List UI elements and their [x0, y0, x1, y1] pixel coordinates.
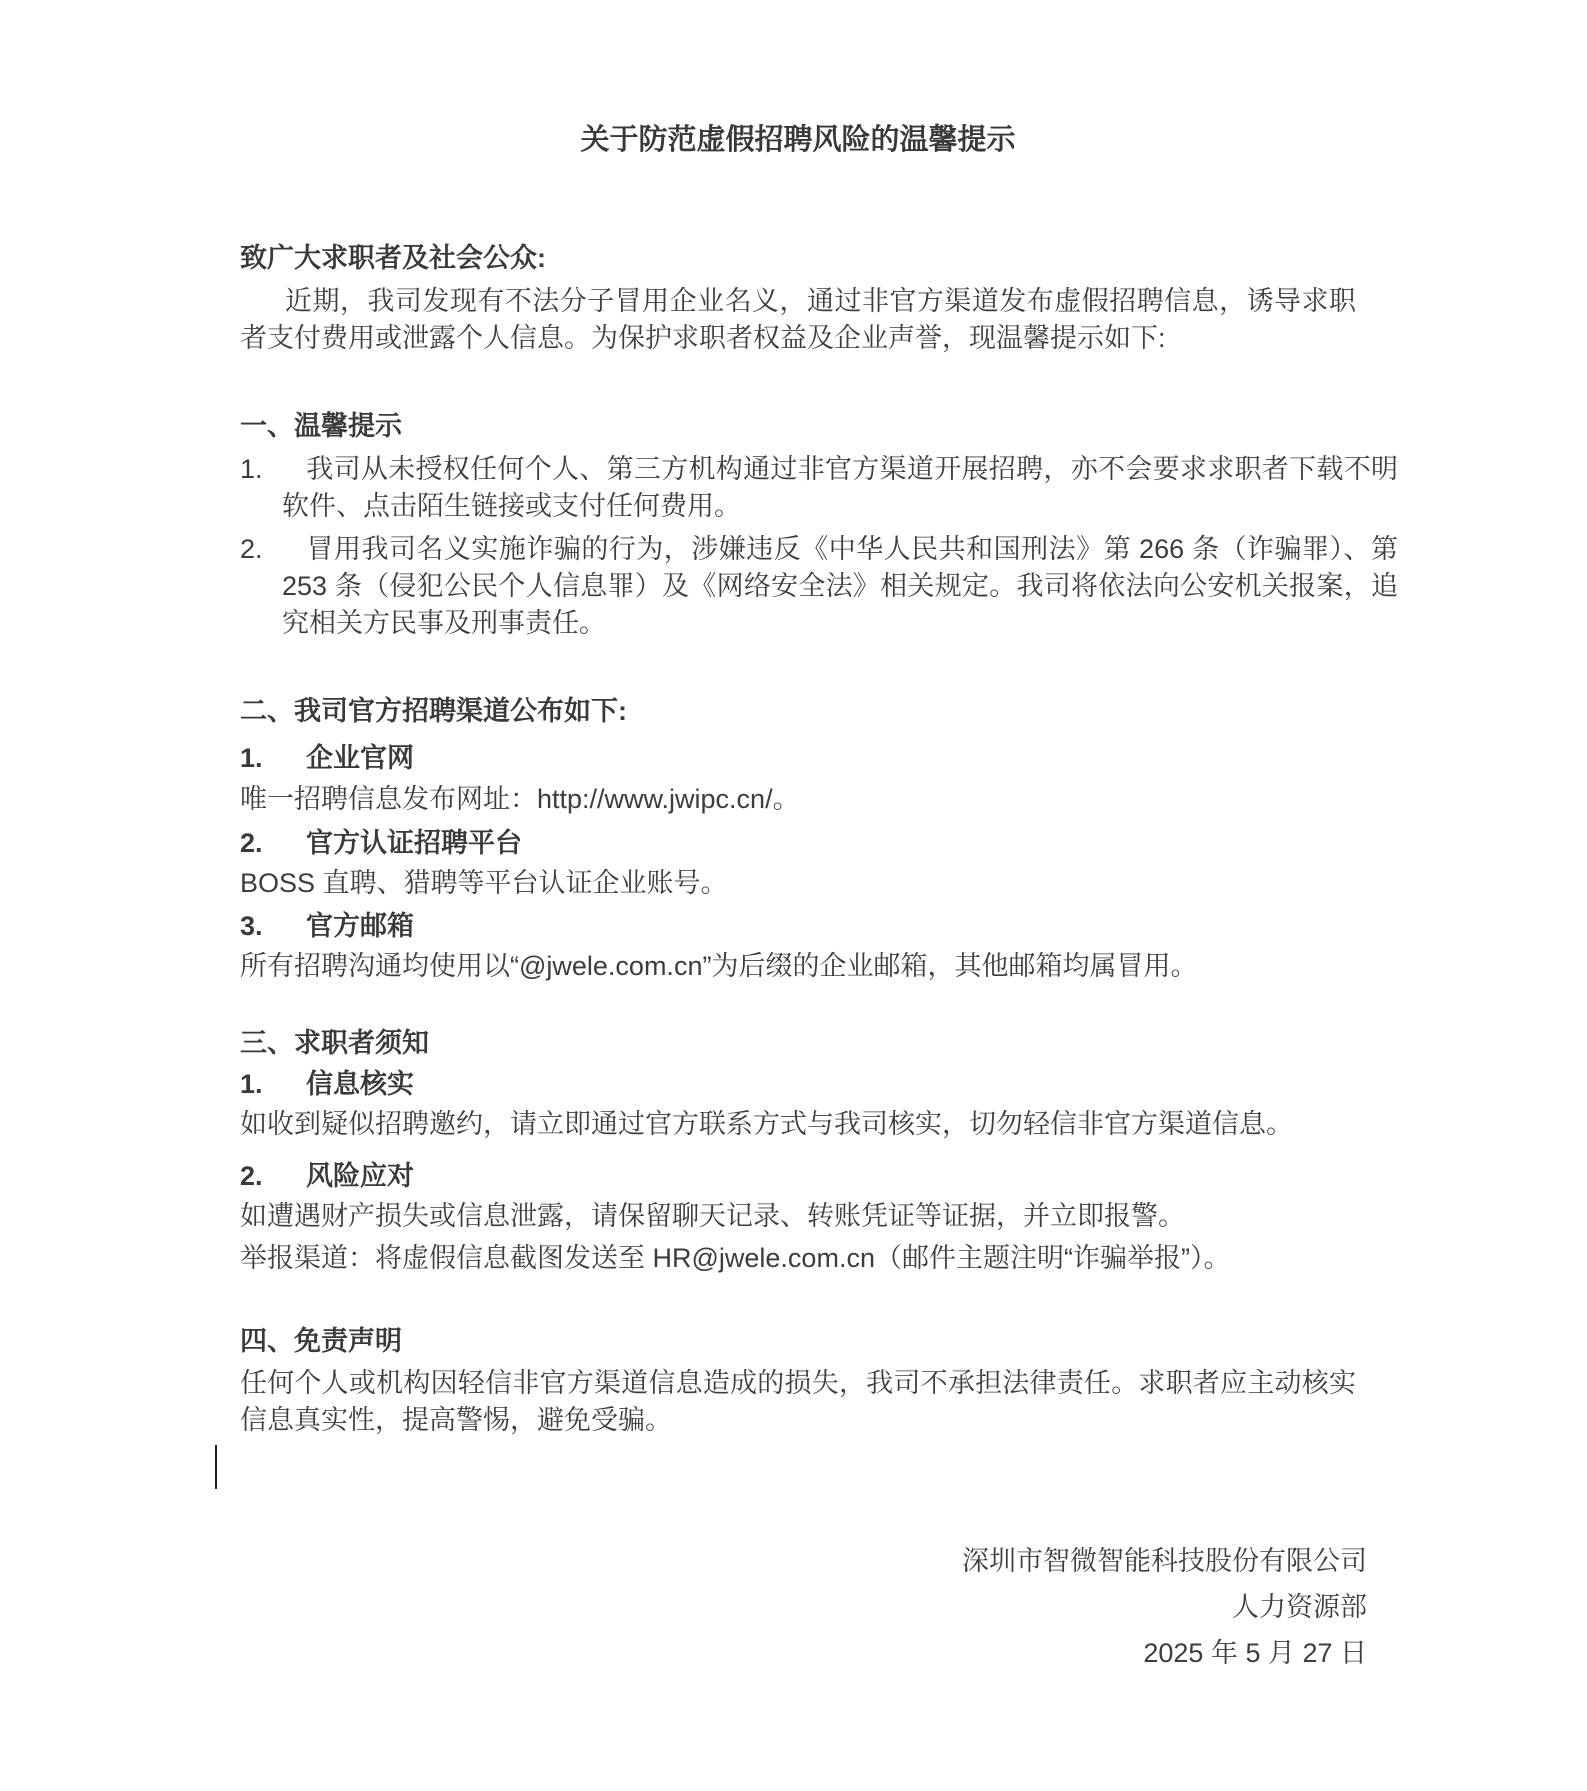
subitem-title: 企业官网	[306, 743, 414, 773]
report-channel-line: 举报渠道：将虚假信息截图发送至 HR@jwele.com.cn（邮件主题注明“诈骗举报”）。	[240, 1243, 1231, 1273]
subitem-heading	[240, 825, 1356, 862]
list-item-text: 我司从未授权任何个人、第三方机构通过非官方渠道开展招聘，亦不会要求求职者下载不明软件、点击陌生链接或支付任何费用。	[282, 454, 1398, 521]
section-2-heading: 二、我司官方招聘渠道公布如下:	[240, 696, 627, 726]
subitem-heading	[240, 908, 1356, 945]
page-title: 关于防范虚假招聘风险的温馨提示	[580, 124, 1016, 156]
subitem-body: BOSS 直聘、猎聘等平台认证企业账号。	[240, 868, 728, 898]
subitem-heading	[240, 1066, 1356, 1103]
section-3-heading: 三、求职者须知	[240, 1028, 429, 1058]
subitem-title: 信息核实	[306, 1069, 414, 1099]
subitem-body: 如遭遇财产损失或信息泄露，请保留聊天记录、转账凭证等证据，并立即报警。	[240, 1201, 1185, 1231]
subitem-number: 2.	[240, 828, 263, 858]
list-item-text: 冒用我司名义实施诈骗的行为，涉嫌违反《中华人民共和国刑法》第 266 条（诈骗罪）、第 253 条（侵犯公民个人信息罪）及《网络安全法》相关规定。我司将依法向公安机关报案，追究相关方民事及刑事责任。	[282, 534, 1398, 638]
signature-department: 人力资源部	[1232, 1592, 1367, 1622]
salutation: 致广大求职者及社会公众:	[240, 243, 546, 273]
signature-company: 深圳市智微智能科技股份有限公司	[962, 1546, 1367, 1576]
subitem-body: 唯一招聘信息发布网址：http://www.jwipc.cn/。	[240, 784, 800, 814]
subitem-title: 风险应对	[306, 1161, 414, 1191]
subitem-number: 1.	[240, 1069, 263, 1099]
section-4-heading: 四、免责声明	[240, 1326, 402, 1356]
section-1-heading: 一、温馨提示	[240, 411, 402, 441]
text-cursor[interactable]	[215, 1445, 217, 1489]
subitem-number: 1.	[240, 743, 263, 773]
subitem-title: 官方认证招聘平台	[306, 828, 522, 858]
subitem-heading	[240, 1158, 1356, 1195]
list-item	[240, 451, 1398, 525]
list-item-number: 2.	[240, 534, 263, 564]
subitem-heading	[240, 740, 1356, 777]
subitem-number: 2.	[240, 1161, 263, 1191]
signature-block	[962, 1538, 1367, 1676]
intro-paragraph: 近期，我司发现有不法分子冒用企业名义，通过非官方渠道发布虚假招聘信息，诱导求职者支付费用或泄露个人信息。为保护求职者权益及企业声誉，现温馨提示如下:	[240, 286, 1356, 353]
subitem-number: 3.	[240, 911, 263, 941]
list-item	[240, 531, 1398, 642]
subitem-body: 所有招聘沟通均使用以“@jwele.com.cn”为后缀的企业邮箱，其他邮箱均属冒用。	[240, 951, 1198, 981]
list-item-number: 1.	[240, 454, 263, 484]
subitem-title: 官方邮箱	[306, 911, 414, 941]
signature-date: 2025 年 5 月 27 日	[1143, 1638, 1367, 1668]
subitem-body: 如收到疑似招聘邀约，请立即通过官方联系方式与我司核实，切勿轻信非官方渠道信息。	[240, 1109, 1293, 1139]
disclaimer-paragraph: 任何个人或机构因轻信非官方渠道信息造成的损失，我司不承担法律责任。求职者应主动核实信息真实性，提高警惕，避免受骗。	[240, 1368, 1356, 1435]
